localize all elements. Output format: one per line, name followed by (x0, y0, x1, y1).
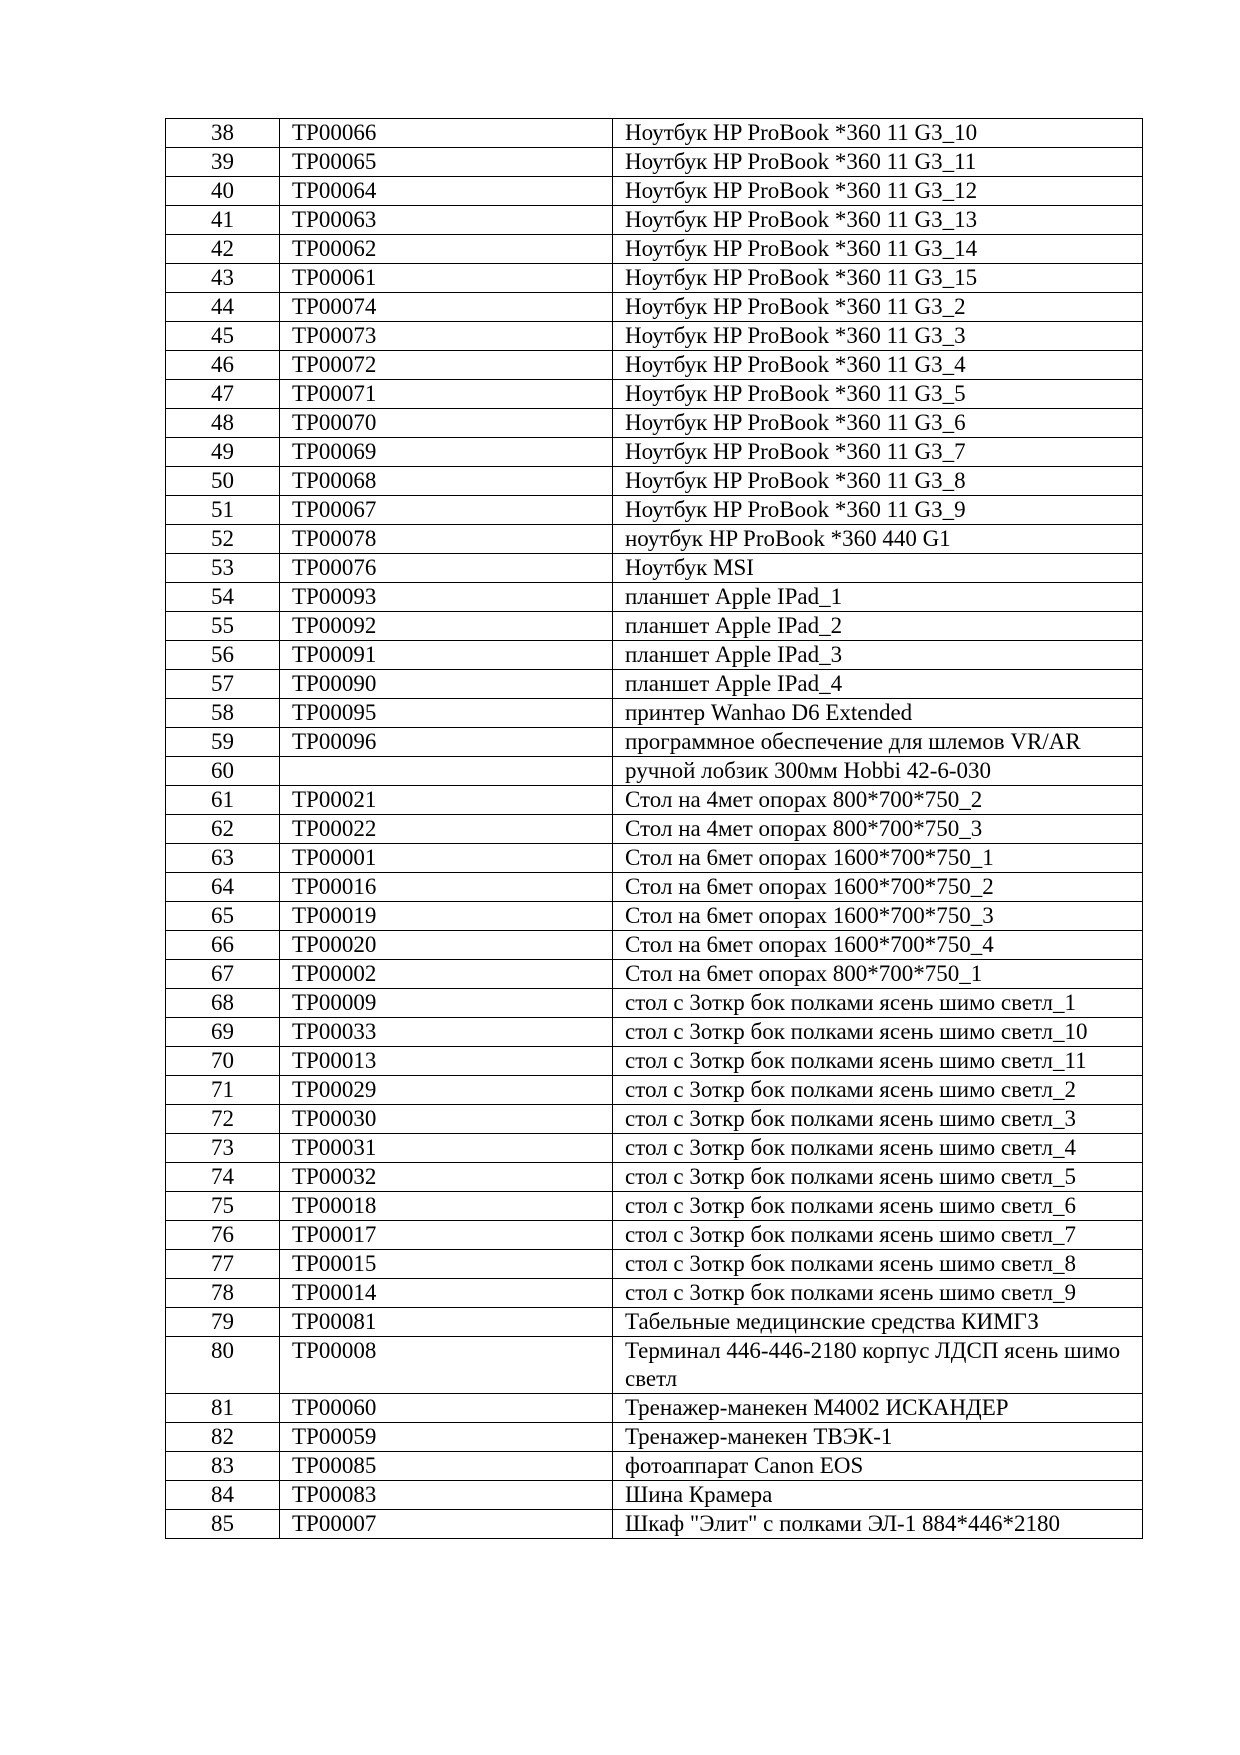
table-row (166, 409, 1143, 438)
table-row (166, 757, 1143, 786)
table-row (166, 612, 1143, 641)
row-number-cell: 54 (166, 583, 280, 612)
inventory-code-cell: ТР00092 (280, 612, 613, 641)
row-number-cell: 73 (166, 1134, 280, 1163)
row-number-cell: 45 (166, 322, 280, 351)
item-name-cell: программное обеспечение для шлемов VR/AR (613, 728, 1143, 757)
inventory-code-cell: ТР00007 (280, 1510, 613, 1539)
inventory-code-cell: ТР00081 (280, 1308, 613, 1337)
table-row (166, 931, 1143, 960)
item-name-cell: стол с 3откр бок полками ясень шимо светл_11 (613, 1047, 1143, 1076)
row-number-cell: 63 (166, 844, 280, 873)
item-name-cell: Ноутбук HP ProBook *360 11 G3_2 (613, 293, 1143, 322)
table-row (166, 641, 1143, 670)
item-name-cell: Стол на 6мет опорах 1600*700*750_2 (613, 873, 1143, 902)
row-number-cell: 64 (166, 873, 280, 902)
row-number-cell: 81 (166, 1394, 280, 1423)
inventory-code-cell: ТР00001 (280, 844, 613, 873)
table-row (166, 1163, 1143, 1192)
row-number-cell: 82 (166, 1423, 280, 1452)
table-row (166, 873, 1143, 902)
inventory-code-cell: ТР00068 (280, 467, 613, 496)
item-name-cell: Ноутбук HP ProBook *360 11 G3_7 (613, 438, 1143, 467)
inventory-code-cell: ТР00071 (280, 380, 613, 409)
item-name-cell: Стол на 6мет опорах 1600*700*750_4 (613, 931, 1143, 960)
row-number-cell: 72 (166, 1105, 280, 1134)
inventory-code-cell: ТР00029 (280, 1076, 613, 1105)
item-name-cell: стол с 3откр бок полками ясень шимо светл_3 (613, 1105, 1143, 1134)
item-name-cell: Тренажер-манекен ТВЭК-1 (613, 1423, 1143, 1452)
row-number-cell: 43 (166, 264, 280, 293)
item-name-cell: Ноутбук MSI (613, 554, 1143, 583)
table-row (166, 351, 1143, 380)
item-name-cell: стол с 3откр бок полками ясень шимо светл_7 (613, 1221, 1143, 1250)
row-number-cell: 80 (166, 1337, 280, 1394)
inventory-code-cell: ТР00009 (280, 989, 613, 1018)
row-number-cell: 65 (166, 902, 280, 931)
item-name-cell: Стол на 6мет опорах 1600*700*750_3 (613, 902, 1143, 931)
table-row (166, 525, 1143, 554)
inventory-code-cell: ТР00078 (280, 525, 613, 554)
item-name-cell: Терминал 446-446-2180 корпус ЛДСП ясень шимо светл (613, 1337, 1143, 1394)
table-row (166, 1105, 1143, 1134)
row-number-cell: 53 (166, 554, 280, 583)
row-number-cell: 42 (166, 235, 280, 264)
inventory-code-cell: ТР00093 (280, 583, 613, 612)
item-name-cell: Ноутбук HP ProBook *360 11 G3_14 (613, 235, 1143, 264)
row-number-cell: 58 (166, 699, 280, 728)
item-name-cell: Табельные медицинские средства КИМГЗ (613, 1308, 1143, 1337)
inventory-code-cell: ТР00022 (280, 815, 613, 844)
row-number-cell: 51 (166, 496, 280, 525)
inventory-code-cell: ТР00072 (280, 351, 613, 380)
inventory-code-cell: ТР00090 (280, 670, 613, 699)
item-name-cell: Ноутбук HP ProBook *360 11 G3_9 (613, 496, 1143, 525)
inventory-code-cell: ТР00076 (280, 554, 613, 583)
row-number-cell: 60 (166, 757, 280, 786)
row-number-cell: 55 (166, 612, 280, 641)
row-number-cell: 39 (166, 148, 280, 177)
inventory-code-cell: ТР00060 (280, 1394, 613, 1423)
table-row (166, 496, 1143, 525)
table-row (166, 206, 1143, 235)
item-name-cell: стол с 3откр бок полками ясень шимо светл_4 (613, 1134, 1143, 1163)
table-row (166, 728, 1143, 757)
inventory-code-cell: ТР00064 (280, 177, 613, 206)
item-name-cell: стол с 3откр бок полками ясень шимо светл_9 (613, 1279, 1143, 1308)
row-number-cell: 85 (166, 1510, 280, 1539)
inventory-code-cell: ТР00030 (280, 1105, 613, 1134)
table-row (166, 1308, 1143, 1337)
item-name-cell: стол с 3откр бок полками ясень шимо светл_8 (613, 1250, 1143, 1279)
table-row (166, 293, 1143, 322)
table-row (166, 119, 1143, 148)
table-row (166, 670, 1143, 699)
row-number-cell: 79 (166, 1308, 280, 1337)
item-name-cell: Шкаф "Элит" с полками ЭЛ-1 884*446*2180 (613, 1510, 1143, 1539)
table-row (166, 322, 1143, 351)
row-number-cell: 77 (166, 1250, 280, 1279)
item-name-cell: Ноутбук HP ProBook *360 11 G3_3 (613, 322, 1143, 351)
item-name-cell: ручной лобзик 300мм Hobbi 42-6-030 (613, 757, 1143, 786)
item-name-cell: стол с 3откр бок полками ясень шимо светл_5 (613, 1163, 1143, 1192)
row-number-cell: 50 (166, 467, 280, 496)
table-row (166, 902, 1143, 931)
inventory-code-cell: ТР00085 (280, 1452, 613, 1481)
table-row (166, 235, 1143, 264)
row-number-cell: 83 (166, 1452, 280, 1481)
table-row (166, 989, 1143, 1018)
inventory-code-cell: ТР00065 (280, 148, 613, 177)
table-row (166, 1047, 1143, 1076)
row-number-cell: 69 (166, 1018, 280, 1047)
item-name-cell: Ноутбук HP ProBook *360 11 G3_13 (613, 206, 1143, 235)
table-row (166, 1192, 1143, 1221)
table-row (166, 1221, 1143, 1250)
inventory-code-cell: ТР00083 (280, 1481, 613, 1510)
inventory-code-cell: ТР00095 (280, 699, 613, 728)
row-number-cell: 71 (166, 1076, 280, 1105)
table-row (166, 264, 1143, 293)
row-number-cell: 44 (166, 293, 280, 322)
row-number-cell: 66 (166, 931, 280, 960)
inventory-code-cell: ТР00008 (280, 1337, 613, 1394)
inventory-code-cell: ТР00061 (280, 264, 613, 293)
row-number-cell: 46 (166, 351, 280, 380)
row-number-cell: 52 (166, 525, 280, 554)
item-name-cell: ноутбук HP ProBook *360 440 G1 (613, 525, 1143, 554)
item-name-cell: Стол на 4мет опорах 800*700*750_2 (613, 786, 1143, 815)
inventory-code-cell: ТР00002 (280, 960, 613, 989)
item-name-cell: стол с 3откр бок полками ясень шимо светл_2 (613, 1076, 1143, 1105)
row-number-cell: 40 (166, 177, 280, 206)
item-name-cell: Ноутбук HP ProBook *360 11 G3_8 (613, 467, 1143, 496)
item-name-cell: Ноутбук HP ProBook *360 11 G3_12 (613, 177, 1143, 206)
inventory-code-cell: ТР00091 (280, 641, 613, 670)
table-row (166, 583, 1143, 612)
inventory-code-cell: ТР00016 (280, 873, 613, 902)
inventory-code-cell: ТР00017 (280, 1221, 613, 1250)
item-name-cell: Стол на 6мет опорах 800*700*750_1 (613, 960, 1143, 989)
item-name-cell: планшет Apple IPad_1 (613, 583, 1143, 612)
table-row (166, 1279, 1143, 1308)
inventory-code-cell: ТР00019 (280, 902, 613, 931)
table-row (166, 786, 1143, 815)
inventory-code-cell: ТР00096 (280, 728, 613, 757)
table-row (166, 1018, 1143, 1047)
item-name-cell: Ноутбук HP ProBook *360 11 G3_10 (613, 119, 1143, 148)
row-number-cell: 48 (166, 409, 280, 438)
row-number-cell: 70 (166, 1047, 280, 1076)
item-name-cell: стол с 3откр бок полками ясень шимо светл_1 (613, 989, 1143, 1018)
row-number-cell: 74 (166, 1163, 280, 1192)
item-name-cell: Ноутбук HP ProBook *360 11 G3_6 (613, 409, 1143, 438)
row-number-cell: 49 (166, 438, 280, 467)
item-name-cell: планшет Apple IPad_3 (613, 641, 1143, 670)
inventory-code-cell: ТР00070 (280, 409, 613, 438)
table-row (166, 380, 1143, 409)
item-name-cell: Ноутбук HP ProBook *360 11 G3_11 (613, 148, 1143, 177)
inventory-code-cell: ТР00063 (280, 206, 613, 235)
inventory-code-cell: ТР00013 (280, 1047, 613, 1076)
inventory-code-cell: ТР00032 (280, 1163, 613, 1192)
row-number-cell: 62 (166, 815, 280, 844)
inventory-code-cell: ТР00018 (280, 1192, 613, 1221)
item-name-cell: планшет Apple IPad_2 (613, 612, 1143, 641)
row-number-cell: 84 (166, 1481, 280, 1510)
table-row (166, 1134, 1143, 1163)
table-row (166, 1250, 1143, 1279)
item-name-cell: принтер Wanhao D6 Extended (613, 699, 1143, 728)
item-name-cell: фотоаппарат Canon EOS (613, 1452, 1143, 1481)
row-number-cell: 68 (166, 989, 280, 1018)
inventory-code-cell: ТР00059 (280, 1423, 613, 1452)
inventory-code-cell: ТР00073 (280, 322, 613, 351)
table-row (166, 1394, 1143, 1423)
item-name-cell: Ноутбук HP ProBook *360 11 G3_15 (613, 264, 1143, 293)
row-number-cell: 67 (166, 960, 280, 989)
inventory-code-cell: ТР00015 (280, 1250, 613, 1279)
inventory-code-cell: ТР00074 (280, 293, 613, 322)
inventory-code-cell: ТР00067 (280, 496, 613, 525)
item-name-cell: Ноутбук HP ProBook *360 11 G3_4 (613, 351, 1143, 380)
inventory-code-cell: ТР00062 (280, 235, 613, 264)
inventory-code-cell: ТР00020 (280, 931, 613, 960)
row-number-cell: 59 (166, 728, 280, 757)
table-row (166, 960, 1143, 989)
row-number-cell: 41 (166, 206, 280, 235)
inventory-code-cell: ТР00066 (280, 119, 613, 148)
table-row (166, 1510, 1143, 1539)
row-number-cell: 78 (166, 1279, 280, 1308)
item-name-cell: Стол на 6мет опорах 1600*700*750_1 (613, 844, 1143, 873)
table-row (166, 844, 1143, 873)
inventory-code-cell: ТР00069 (280, 438, 613, 467)
item-name-cell: Шина Крамера (613, 1481, 1143, 1510)
table-row (166, 1076, 1143, 1105)
item-name-cell: стол с 3откр бок полками ясень шимо светл_6 (613, 1192, 1143, 1221)
row-number-cell: 75 (166, 1192, 280, 1221)
row-number-cell: 57 (166, 670, 280, 699)
inventory-table (165, 118, 1143, 1539)
inventory-code-cell (280, 757, 613, 786)
row-number-cell: 56 (166, 641, 280, 670)
item-name-cell: Ноутбук HP ProBook *360 11 G3_5 (613, 380, 1143, 409)
row-number-cell: 38 (166, 119, 280, 148)
inventory-code-cell: ТР00031 (280, 1134, 613, 1163)
row-number-cell: 76 (166, 1221, 280, 1250)
table-row (166, 1423, 1143, 1452)
table-row (166, 148, 1143, 177)
table-row (166, 554, 1143, 583)
table-row (166, 1481, 1143, 1510)
table-row (166, 1452, 1143, 1481)
table-row (166, 1337, 1143, 1394)
row-number-cell: 47 (166, 380, 280, 409)
item-name-cell: Тренажер-манекен М4002 ИСКАНДЕР (613, 1394, 1143, 1423)
row-number-cell: 61 (166, 786, 280, 815)
table-row (166, 815, 1143, 844)
table-row (166, 438, 1143, 467)
inventory-table-body (166, 119, 1143, 1539)
inventory-code-cell: ТР00033 (280, 1018, 613, 1047)
table-row (166, 699, 1143, 728)
item-name-cell: Стол на 4мет опорах 800*700*750_3 (613, 815, 1143, 844)
table-row (166, 177, 1143, 206)
inventory-code-cell: ТР00021 (280, 786, 613, 815)
item-name-cell: планшет Apple IPad_4 (613, 670, 1143, 699)
table-row (166, 467, 1143, 496)
inventory-code-cell: ТР00014 (280, 1279, 613, 1308)
item-name-cell: стол с 3откр бок полками ясень шимо светл_10 (613, 1018, 1143, 1047)
